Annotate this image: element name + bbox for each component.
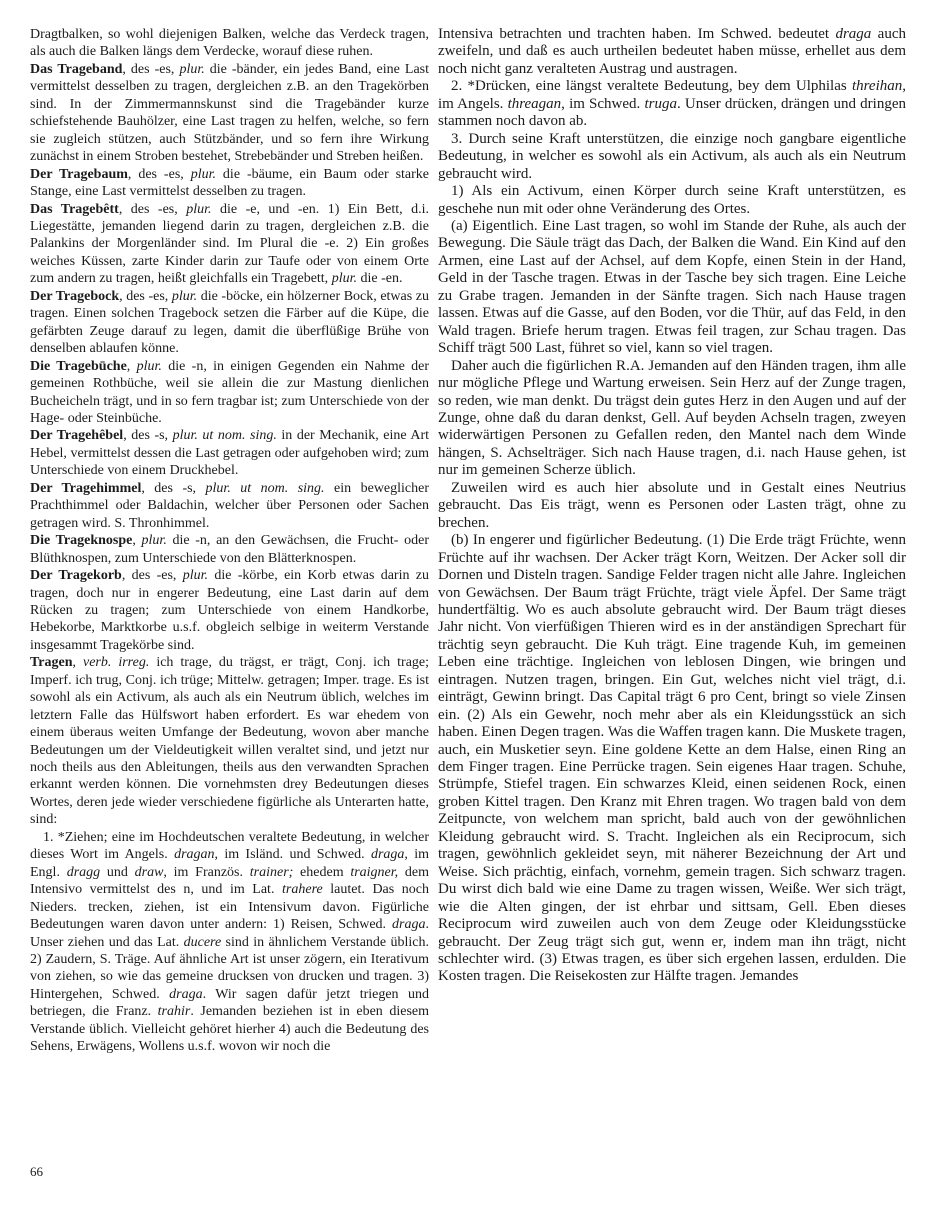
text-run: und — [100, 864, 135, 880]
text-run: . Unser ziehen und das Lat. — [30, 917, 429, 950]
text-run: plur. — [171, 288, 198, 304]
text-run: Intensiva betrachten und trachten haben. Im Schwed. bedeutet — [438, 26, 836, 42]
text-run: 2. *Drücken, eine längst veraltete Bedeutung, bey dem Ulphilas — [451, 78, 852, 95]
text-run: plur. — [141, 533, 167, 549]
headword: Tragen — [30, 655, 73, 671]
paragraph — [30, 654, 429, 829]
headword: Das Tragebêtt — [30, 201, 119, 217]
text-run: auch zweifeln, und daß es auch urtheilen bedeutet haben müsse, erhellet aus dem noch nicht ganz veralteten Austrag und austragen. — [438, 26, 906, 77]
text-run: traigner, — [350, 864, 399, 880]
text-run: trainer; — [249, 864, 294, 880]
headword: Der Tragebaum — [30, 166, 128, 182]
text-run: Zuweilen wird es auch hier absolute und in Gestalt eines Neutrius gebraucht. Das Eis trägt, wenn es Personen oder Lasten trägt, ohne zu brechen. — [438, 479, 906, 531]
text-run: die -en. — [356, 271, 403, 287]
text-run: die -körbe, ein Korb etwas darin zu tragen, doch nur in engerer Bedeutung, eine Last darin auf dem Rücken zu tragen; zum Unterschiede von einem Handkorbe, Hebekorbe, Marktkorbe u.s.f. obgleich selbige in weiterm Verstande insgesammt Tragekörbe sind. — [30, 568, 429, 653]
headword: Der Tragehimmel — [30, 480, 142, 496]
text-run: 1) Als ein Activum, einen Körper durch seine Kraft unterstützen, es geschehe nun mit oder ohne Veränderung des Ortes. — [438, 183, 906, 217]
paragraph — [30, 480, 429, 532]
text-run: draw — [134, 864, 164, 880]
text-run: plur. — [331, 271, 357, 287]
paragraph — [30, 26, 429, 61]
text-run: , im Angels. — [438, 78, 906, 112]
text-run: , des -es, — [122, 61, 180, 77]
paragraph — [438, 131, 906, 183]
paragraph — [30, 166, 429, 201]
text-run: plur. — [179, 61, 205, 77]
text-run: , des -es, — [127, 166, 191, 182]
text-run: draga — [370, 847, 405, 863]
text-run: verb. irreg. — [83, 655, 150, 671]
text-run: trahere — [282, 882, 323, 898]
headword: Der Tragekorb — [30, 568, 122, 584]
paragraph — [438, 183, 906, 218]
page-number: 66 — [30, 1164, 43, 1179]
text-run: . Unser drücken, drängen und dringen stammen noch davon ab. — [438, 95, 906, 130]
headword: Der Tragebock — [30, 288, 120, 304]
text-run: , des -es, — [118, 201, 187, 217]
text-run: Daher auch die figürlichen R.A. Jemanden auf den Händen tragen, ihm alle nur mögliche Pflege und Wartung erweisen. Sein Herz auf der Zunge tragen, so reden, wie man denkt. Du trägst dein gutes Herz in den Augen und auf der Zunge, ohne daß du daran denkst, Gell. Auf beyden Achseln tragen, zweyen widerwärtigen Personen zu Gefallen reden, den Mantel nach dem Winde hängen, S. Achselträger. Sich nach Hause tragen, d.i. nach Hause gehen, ist nur im gemeinen Scherze üblich. — [438, 357, 906, 479]
paragraph — [30, 567, 429, 654]
column-left — [30, 26, 429, 1056]
text-run: die -n, an den Gewächsen, die Frucht- oder Blüthknospen, zum Unterschiede von den Blätterknospen. — [30, 533, 429, 566]
text-run: draga — [392, 917, 426, 933]
text-run: trahir — [157, 1004, 191, 1020]
paragraph — [438, 26, 906, 78]
text-run: die -böcke, ein hölzerner Bock, etwas zu tragen. Einen solchen Tragebock setzen die Färber auf die Küpe, die gefärbten Zeuge darauf zu legen, damit die überflüßige Brühe von denselben ablaufen könne. — [30, 288, 429, 357]
text-run: threihan — [851, 78, 903, 95]
text-run: threagan — [507, 95, 562, 112]
paragraph — [30, 427, 429, 479]
paragraph — [30, 829, 429, 1056]
text-run: 1. *Ziehen; eine im Hochdeutschen veraltete Bedeutung, in welcher dieses Wort im Angels. — [30, 829, 429, 863]
text-run: . Wir sagen dafür jetzt triegen und betriegen, die Franz. — [30, 986, 429, 1020]
text-run: sind in ähnlichem Verstande üblich. 2) Zaudern, S. Träge. Auf ähnliche Art ist unser zögern, ein Iterativum von ziehen, so wie das gemeine drucksen von drucken und tragen. 3) Hintergehen, Schwed. — [30, 934, 429, 1002]
paragraph — [30, 61, 429, 166]
column-right — [438, 26, 906, 986]
paragraph — [30, 288, 429, 358]
text-run: ich trage, du trägst, er trägt, Conj. ich trage; Imperf. ich trug, Conj. ich trüge; Mittelw. getragen; Imper. trage. Es ist sowohl als ein Activum, als auch als ein Neutrum üblich, welches im letztern Falle das Hülfswort haben erfordert. Es war ehedem von einem überaus weiten Umfange der Bedeutung, wovon aber manche Bedeutungen um der Vieldeutigkeit willen veraltet sind, und jetzt nur noch theils aus den Ableitungen, theils aus den verwandten Sprachen erkannt werden können. Die vornehmsten drey Bedeutungen dieses Wortes, deren jede wieder verschiedene figürliche als Unterarten hatte, sind: — [30, 655, 430, 828]
text-run: , — [126, 358, 137, 374]
text-run: die -n, in einigen Gegenden ein Nahme der gemeinen Rothbüche, weil sie allein die zur Mastung dienlichen Bucheicheln trägt, und in so fern tragbar ist; zum Unterschiede von der Hage- oder Steinbüche. — [30, 358, 429, 426]
text-run: draga — [169, 986, 203, 1002]
text-run: , im Isländ. und Schwed. — [214, 847, 371, 863]
text-run: , des -es, — [119, 288, 172, 304]
paragraph — [438, 532, 906, 986]
text-run: ducere — [183, 934, 222, 950]
text-run: , im Französ. — [163, 864, 250, 880]
text-run: die -bänder, ein jedes Band, eine Last vermittelst desselben zu tragen, dergleichen z.B. an den Tragekörben sind. In der Zimmermannskunst sind die Tragebänder kurze schiefstehende Bauhölzer, eine Last tragen zu helfen, welche, so fern sie zugleich stützen, auch Stützbänder, und so fern ihre Wirkung zunächst in einem Stroben bestehet, Strebebänder und Streben heißen. — [30, 61, 429, 165]
text-run: in der Mechanik, eine Art Hebel, vermittelst dessen die Last getragen oder aufgehoben wird; zum Unterschiede von einem Druckhebel. — [30, 428, 430, 479]
headword: Die Tragebūche — [30, 358, 127, 374]
text-run: , — [72, 655, 83, 671]
text-run: , des -es, — [121, 568, 183, 584]
text-run: dragg — [66, 864, 101, 880]
text-run: , des -s, — [141, 480, 206, 496]
text-run: draga — [835, 26, 872, 42]
headword: Das Trageband — [30, 61, 123, 77]
text-run: truga — [644, 95, 677, 112]
text-run: ein beweglicher Prachthimmel oder Baldachin, welcher über Personen oder Sachen getragen wird. S. Thronhimmel. — [30, 480, 430, 531]
text-run: plur. ut nom. sing. — [205, 480, 325, 496]
text-run: (a) Eigentlich. Eine Last tragen, so wohl im Stande der Ruhe, als auch der Bewegung. Die Säule trägt das Dach, der Balken die Wand. Ein Kind auf den Armen, eine Last auf der Achsel, auf dem Kopfe, einen Stein in der Hand, Geld in der Tasche tragen. Etwas in der Tasche bey sich tragen. Eine Leiche zu Grabe tragen. Jemanden in der Sänfte tragen. Sich nach Hause tragen lassen. Etwas auf die Gasse, auf den Boden, vor die Thür, auf das Feld, in den Wald tragen. Briefe herum tragen. Etwas feil tragen, zur Schau tragen. Das Schiff trägt 500 Last, führet so viel, kann so viel tragen. — [438, 217, 906, 357]
text-run: lautet. Das noch Nieders. trecken, ziehen, ist ein Intensivum davon. Figürliche Bedeutungen waren davon unter andern: 1) Reisen, Schwed. — [30, 882, 429, 933]
paragraph — [30, 358, 429, 428]
text-run: , — [132, 533, 142, 549]
text-run: . Jemanden beziehen ist in eben diesem Verstande üblich. Vielleicht gehöret hierher 4) auch die Bedeutung des Sehens, Erwägens, Wollens u.s.f. wovon wir noch die — [30, 1004, 429, 1055]
paragraph — [30, 201, 429, 288]
text-run: plur. — [182, 568, 209, 584]
headword: Die Trageknospe — [30, 533, 133, 549]
text-columns — [30, 26, 906, 1056]
text-run: , im Engl. — [30, 847, 429, 880]
text-run: plur. — [136, 358, 162, 374]
paragraph — [30, 532, 429, 567]
text-run: Dragtbalken, so wohl diejenigen Balken, welche das Verdeck tragen, als auch die Balken längs dem Verdecke, worauf diese ruhen. — [30, 27, 429, 60]
text-run: die -bäume, ein Baum oder starke Stange, eine Last vermittelst desselben zu tragen. — [30, 166, 429, 200]
headword: Der Tragehêbel — [30, 428, 124, 444]
paragraph — [438, 78, 906, 130]
text-run: plur. ut nom. sing. — [172, 428, 277, 444]
text-run: ehedem — [293, 864, 351, 880]
text-run: plur. — [186, 201, 212, 217]
text-run: , des -s, — [123, 428, 173, 444]
text-run: die -e, und -en. 1) Ein Bett, d.i. Liegestätte, jemanden liegend darin zu tragen, dergleichen z.B. die Palankins der Morgenländer sind. Im Plural die -e. 2) Ein großes weiches Küssen, zarte Kinder darin zur Taufe oder von einem Orte zum andern zu tragen, heißt gleichfalls ein Tragebett, — [30, 201, 429, 287]
text-run: (b) In engerer und figürlicher Bedeutung. (1) Die Erde trägt Früchte, wenn Früchte auf ihr wachsen. Der Acker trägt Korn, Weitzen. Der Acker soll dir Dornen und Disteln tragen. Sandige Felder tragen nicht alle Jahre. Ingleichen von Gewächsen. Der Baum trägt Früchte, trägt viele Äpfel. Der Same trägt hundertfältig. Wo es auch absolute gebraucht wird. Der Baum trägt dieses Jahr nicht. Von vierfüßigen Thieren wird es in der anständigen Sprechart für trächtig seyn gebraucht. Die Kuh trägt. Eine tragende Kuh, im gemeinen Leben eine trächtige. Ingleichen von leblosen Dingen, wie bringen und eintragen. Nutzen tragen, bringen. Ein Gut, welches nicht viel trägt, d.i. einträgt, Gewinn bringt. Das Capital trägt 6 pro Cent, bringt so viele Zinsen ein. (2) Als ein Gewehr, noch mehr aber als ein Kleidungsstück an sich haben. Einen Degen tragen. Was die Waffen tragen kann. Die Muskete tragen, auch, ein Musketier seyn. Eine goldene Kette an dem Halse, einen Ring an dem Finger tragen. Eine Perrücke tragen. Sein eigenes Haar tragen. Schuhe, Strümpfe, Stiefel tragen. Ein schwarzes Kleid, einen seidenen Rock, einen groben Kittel tragen. Den Kranz mit Ehren tragen. Wo tragen bald von dem Zeitpuncte, von welchem man spricht, bald auch von der gewöhnlichen Kleidung gebraucht wird. S. Tracht. Ingleichen als ein Reciprocum, sich tragen, gewöhnlich gekleidet seyn, mit näherer Bezeichnung der Art und Weise. Sich prächtig, einfach, vornehm, gemein tragen. Sich schwarz tragen. Du wirst dich bald wie eine Dame zu tragen wissen, Weiße. Wer sich trägt, wie die Alten gingen, der ist ehrbar und sittsam, Gell. Eben dieses Reciprocum wird zuweilen auch von dem Zeuge oder Kleidungsstücke gebraucht. Der Zeug trägt sich gut, wenn er, indem man ihn trägt, nicht schlechter wird. (3) Etwas tragen, es über sich ergehen lassen, erdulden. Die Kosten tragen. Die Reisekosten zur Hälfte tragen. Jemandes — [438, 532, 906, 985]
text-run: , im Schwed. — [561, 95, 645, 112]
paragraph — [438, 480, 906, 532]
text-run: 3. Durch seine Kraft unterstützen, die einzige noch gangbare eigentliche Bedeutung, in welcher es sowohl als ein Activum, als auch als ein Neutrum gebraucht wird. — [438, 130, 906, 182]
text-run: plur. — [190, 166, 216, 182]
paragraph — [438, 218, 906, 358]
text-run: dragan — [174, 847, 215, 863]
paragraph — [438, 358, 906, 480]
text-run: dem Intensivo vermittelst des n, und im Lat. — [30, 864, 430, 898]
